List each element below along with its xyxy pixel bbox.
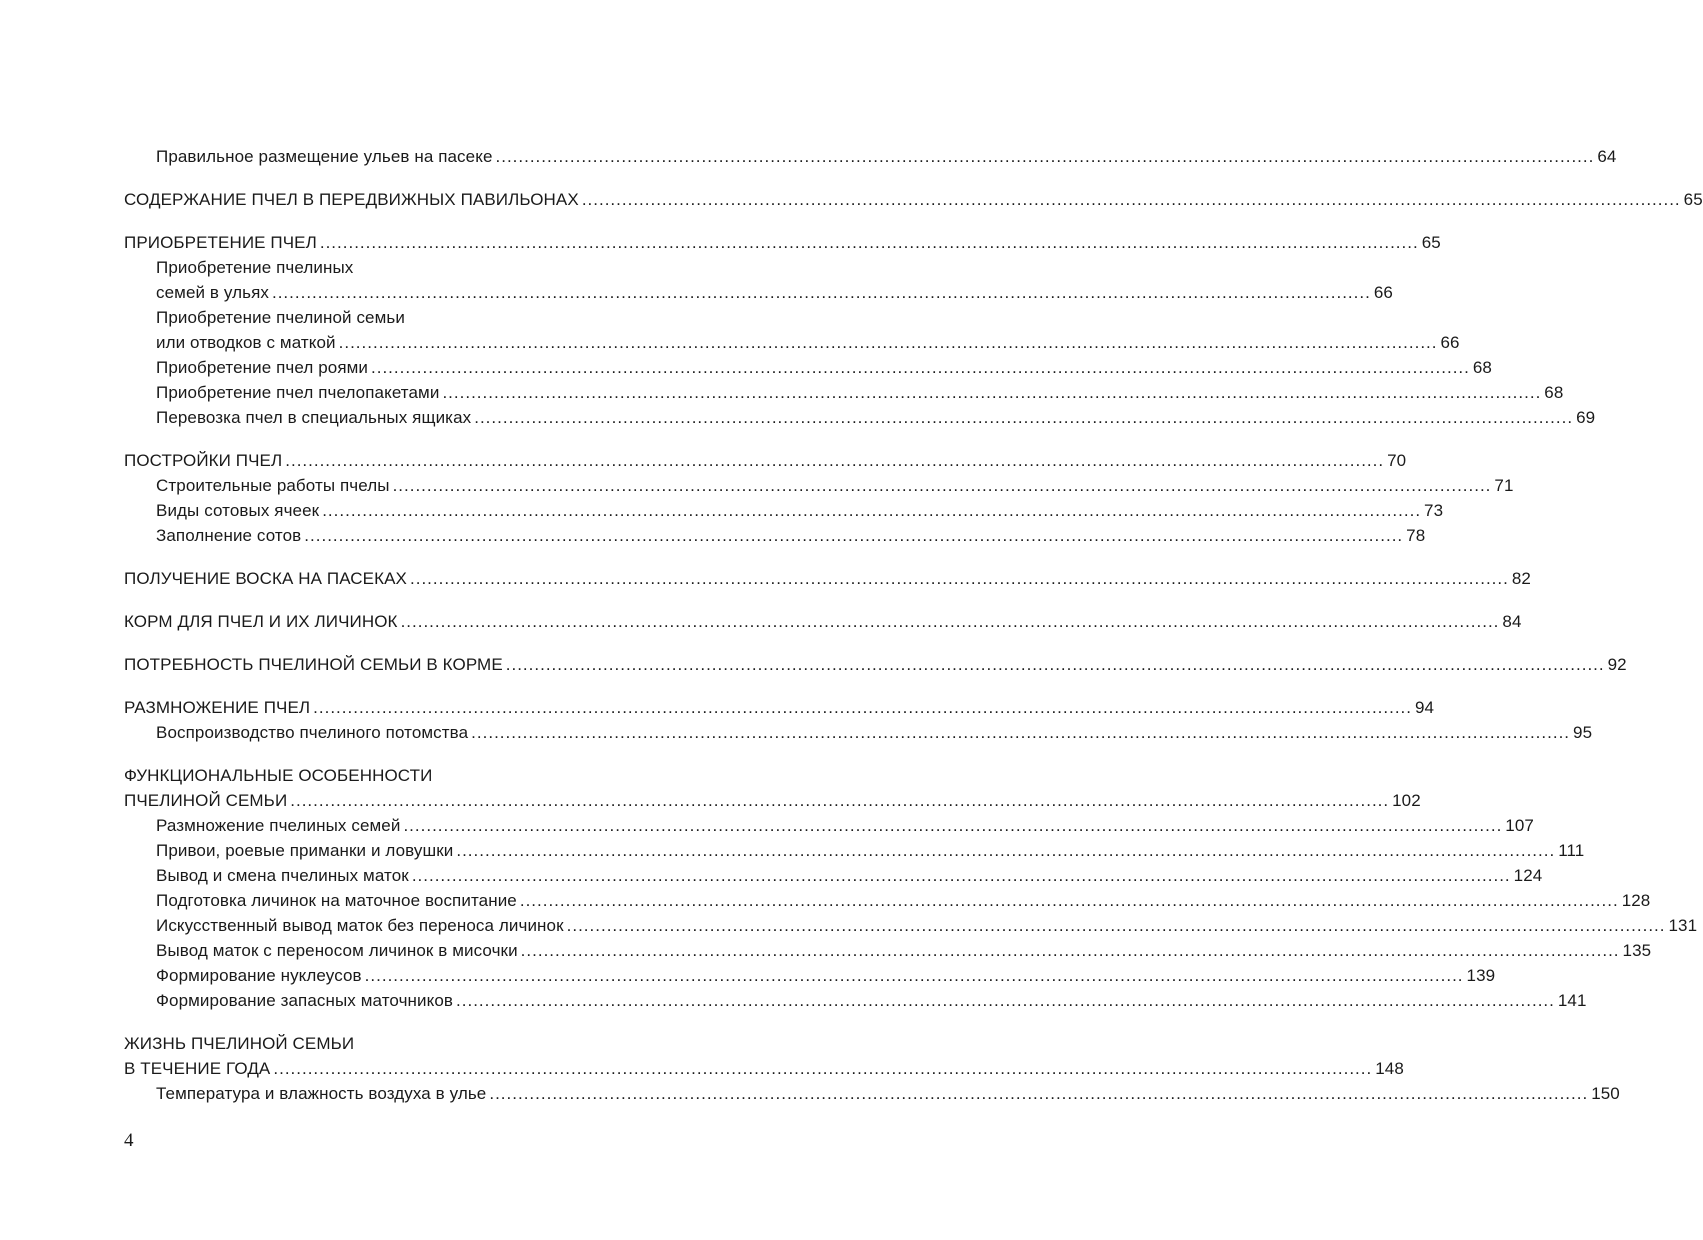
toc-entry-page: 135 bbox=[1622, 941, 1652, 960]
toc-entry-title: КОРМ ДЛЯ ПЧЕЛ И ИХ ЛИЧИНОК bbox=[124, 612, 398, 631]
toc-entry-page: 65 bbox=[1421, 233, 1441, 252]
toc-subsection-entry[interactable] bbox=[124, 1081, 1620, 1106]
dot-leader bbox=[456, 988, 1555, 1013]
toc-entry-page: 78 bbox=[1406, 526, 1426, 545]
toc-chapter-entry[interactable] bbox=[124, 230, 1441, 255]
toc-subsection-entry[interactable] bbox=[124, 988, 1587, 1013]
toc-entry-title: РАЗМНОЖЕНИЕ ПЧЕЛ bbox=[124, 698, 311, 717]
toc-entry-title: ПЧЕЛИНОЙ СЕМЬИ bbox=[124, 791, 288, 810]
toc-entry-title: Перевозка пчел в специальных ящиках bbox=[156, 408, 472, 427]
dot-leader bbox=[442, 380, 1541, 405]
toc-entry-title: Формирование запасных маточников bbox=[156, 991, 454, 1010]
toc-entry-page: 124 bbox=[1513, 866, 1543, 885]
toc-entry-title: ПОТРЕБНОСТЬ ПЧЕЛИНОЙ СЕМЬИ В КОРМЕ bbox=[124, 655, 503, 674]
toc-entry-page: 107 bbox=[1505, 816, 1534, 835]
toc-entry-page: 66 bbox=[1373, 283, 1393, 302]
toc-entry-page: 70 bbox=[1387, 451, 1407, 470]
toc-entry-title: В ТЕЧЕНИЕ ГОДА bbox=[124, 1059, 271, 1078]
dot-leader bbox=[320, 230, 1419, 255]
toc-subsection-entry[interactable] bbox=[124, 888, 1651, 913]
toc-entry-page: 69 bbox=[1576, 408, 1596, 427]
toc-entry-page: 131 bbox=[1668, 916, 1698, 935]
toc-entry-title: семей в ульях bbox=[156, 283, 269, 302]
toc-entry-title-line: Приобретение пчелиных bbox=[156, 258, 354, 277]
toc-entry-title: Формирование нуклеусов bbox=[156, 966, 362, 985]
toc-subsection-entry[interactable] bbox=[124, 913, 1698, 938]
table-of-contents bbox=[124, 144, 1703, 1106]
toc-subsection-entry[interactable] bbox=[124, 380, 1564, 405]
toc-entry-page: 102 bbox=[1392, 791, 1421, 810]
toc-entry-page: 82 bbox=[1511, 569, 1531, 588]
dot-leader bbox=[339, 330, 1438, 355]
toc-subsection-entry[interactable] bbox=[124, 720, 1593, 745]
dot-leader bbox=[365, 963, 1464, 988]
dot-leader bbox=[273, 1056, 1372, 1081]
toc-section bbox=[124, 609, 1522, 634]
toc-chapter-entry[interactable] bbox=[124, 609, 1522, 634]
toc-entry-page: 64 bbox=[1597, 147, 1617, 166]
dot-leader bbox=[489, 1081, 1588, 1106]
toc-entry-title: Приобретение пчел роями bbox=[156, 358, 369, 377]
dot-leader bbox=[393, 473, 1492, 498]
toc-subsection-entry[interactable] bbox=[124, 863, 1543, 888]
toc-section bbox=[124, 230, 1596, 430]
dot-leader bbox=[272, 280, 1371, 305]
toc-subsection-entry[interactable] bbox=[124, 473, 1514, 498]
toc-chapter-entry[interactable] bbox=[124, 448, 1407, 473]
dot-leader bbox=[496, 144, 1595, 169]
toc-entry-title: ПОЛУЧЕНИЕ ВОСКА НА ПАСЕКАХ bbox=[124, 569, 407, 588]
toc-subsection-entry[interactable] bbox=[124, 963, 1496, 988]
dot-leader bbox=[521, 938, 1620, 963]
dot-leader bbox=[471, 720, 1570, 745]
dot-leader bbox=[410, 566, 1509, 591]
toc-entry-title: Приобретение пчел пчелопакетами bbox=[156, 383, 440, 402]
toc-chapter-entry[interactable] bbox=[124, 695, 1435, 720]
toc-subsection-entry[interactable] bbox=[124, 498, 1444, 523]
toc-section bbox=[124, 652, 1627, 677]
dot-leader bbox=[401, 609, 1500, 634]
toc-entry-page: 128 bbox=[1621, 891, 1651, 910]
toc-subsection-entry[interactable] bbox=[124, 838, 1585, 863]
toc-subsection-entry[interactable] bbox=[124, 523, 1426, 548]
toc-entry-title: ПРИОБРЕТЕНИЕ ПЧЕЛ bbox=[124, 233, 317, 252]
toc-entry-page: 68 bbox=[1544, 383, 1564, 402]
toc-entry-page: 139 bbox=[1466, 966, 1496, 985]
toc-entry-title: СОДЕРЖАНИЕ ПЧЕЛ В ПЕРЕДВИЖНЫХ ПАВИЛЬОНАХ bbox=[124, 190, 579, 209]
toc-entry-page: 73 bbox=[1424, 501, 1444, 520]
toc-section bbox=[124, 1031, 1620, 1106]
toc-entry-page: 65 bbox=[1683, 190, 1703, 209]
toc-entry-page: 150 bbox=[1591, 1084, 1620, 1103]
toc-entry-page: 141 bbox=[1557, 991, 1587, 1010]
toc-chapter-entry[interactable] bbox=[124, 652, 1627, 677]
toc-entry-title: Привои, роевые приманки и ловушки bbox=[156, 841, 454, 860]
toc-entry-title: Вывод маток с переносом личинок в мисочки bbox=[156, 941, 518, 960]
toc-subsection-entry[interactable] bbox=[124, 144, 1617, 169]
toc-entry-title: Заполнение сотов bbox=[156, 526, 302, 545]
toc-section bbox=[124, 695, 1593, 745]
toc-entry-page: 84 bbox=[1502, 612, 1522, 631]
toc-subsection-entry[interactable] bbox=[124, 355, 1492, 380]
dot-leader bbox=[322, 498, 1421, 523]
toc-entry-title-line: Приобретение пчелиной семьи bbox=[156, 308, 405, 327]
toc-chapter-entry[interactable] bbox=[124, 187, 1703, 212]
toc-entry-title: Строительные работы пчелы bbox=[156, 476, 390, 495]
toc-entry-title: Искусственный вывод маток без переноса личинок bbox=[156, 916, 564, 935]
dot-leader bbox=[290, 788, 1389, 813]
dot-leader bbox=[520, 888, 1619, 913]
toc-chapter-entry[interactable] bbox=[124, 1056, 1404, 1081]
toc-section bbox=[124, 763, 1698, 1013]
toc-subsection-entry[interactable] bbox=[124, 405, 1596, 430]
toc-section bbox=[124, 144, 1617, 169]
dot-leader bbox=[313, 695, 1412, 720]
dot-leader bbox=[456, 838, 1555, 863]
toc-subsection-entry[interactable] bbox=[124, 938, 1652, 963]
toc-entry-title: Подготовка личинок на маточное воспитание bbox=[156, 891, 517, 910]
toc-entry-page: 92 bbox=[1607, 655, 1627, 674]
toc-chapter-entry[interactable] bbox=[124, 566, 1531, 591]
dot-leader bbox=[582, 187, 1681, 212]
toc-entry-title-line: ФУНКЦИОНАЛЬНЫЕ ОСОБЕННОСТИ bbox=[124, 766, 433, 785]
toc-entry-page: 148 bbox=[1375, 1059, 1404, 1078]
toc-entry-page: 111 bbox=[1558, 841, 1585, 860]
dot-leader bbox=[474, 405, 1573, 430]
toc-entry-title: Виды сотовых ячеек bbox=[156, 501, 320, 520]
toc-entry-page: 68 bbox=[1472, 358, 1492, 377]
toc-entry-page: 66 bbox=[1440, 333, 1460, 352]
dot-leader bbox=[412, 863, 1511, 888]
toc-entry-title: Размножение пчелиных семей bbox=[156, 816, 401, 835]
toc-subsection-entry[interactable] bbox=[124, 330, 1460, 355]
toc-entry-page: 95 bbox=[1573, 723, 1593, 742]
dot-leader bbox=[403, 813, 1502, 838]
dot-leader bbox=[567, 913, 1666, 938]
toc-subsection-entry[interactable] bbox=[124, 280, 1393, 305]
toc-entry-title: Воспроизводство пчелиного потомства bbox=[156, 723, 469, 742]
toc-subsection-entry[interactable] bbox=[124, 813, 1534, 838]
toc-section bbox=[124, 448, 1514, 548]
toc-chapter-entry[interactable] bbox=[124, 788, 1421, 813]
toc-entry-title: или отводков с маткой bbox=[156, 333, 336, 352]
toc-section bbox=[124, 566, 1531, 591]
toc-entry-title-line: ЖИЗНЬ ПЧЕЛИНОЙ СЕМЬИ bbox=[124, 1034, 355, 1053]
toc-entry-page: 71 bbox=[1494, 476, 1514, 495]
toc-entry-title: Температура и влажность воздуха в улье bbox=[156, 1084, 487, 1103]
dot-leader bbox=[304, 523, 1403, 548]
toc-entry-title: ПОСТРОЙКИ ПЧЕЛ bbox=[124, 451, 283, 470]
toc-entry-title: Правильное размещение ульев на пасеке bbox=[156, 147, 493, 166]
dot-leader bbox=[506, 652, 1605, 677]
toc-entry-title: Вывод и смена пчелиных маток bbox=[156, 866, 409, 885]
toc-section bbox=[124, 187, 1703, 212]
dot-leader bbox=[371, 355, 1470, 380]
page-number: 4 bbox=[124, 1130, 134, 1151]
dot-leader bbox=[285, 448, 1384, 473]
toc-entry-page: 94 bbox=[1415, 698, 1435, 717]
